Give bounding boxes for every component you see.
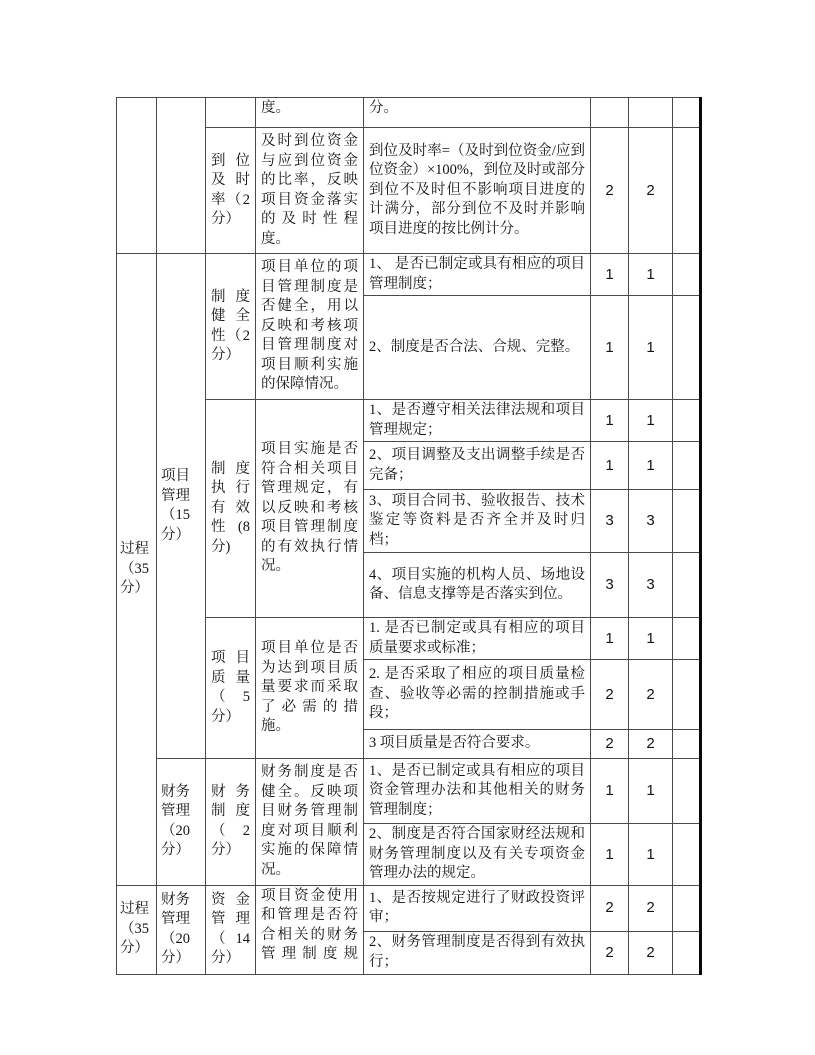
score-cell: 1	[629, 296, 673, 400]
score-cell: 2	[591, 885, 629, 931]
criterion-cell: 1、 是否已制定或具有相应的项目管理制度；	[364, 254, 591, 296]
score-cell: 1	[591, 442, 629, 490]
level1-label-cell: 过程（35分）	[117, 885, 157, 974]
empty-cell	[673, 128, 701, 254]
criterion-cell: 3、项目合同书、验收报告、技术鉴定等资料是否齐全并及时归档；	[364, 490, 591, 553]
indicator-label-cell: 制度健全性（2分）	[206, 254, 256, 400]
score-cell: 2	[629, 660, 673, 730]
indicator-label-cell: 财务制度（2分）	[206, 759, 256, 886]
indicator-desc-cell: 项目单位的项目管理制度是否健全，用以反映和考核项目管理制度对项目顺利实施的保障情况。	[256, 254, 364, 400]
indicator-label-cell: 资金管理（14分）	[206, 885, 256, 974]
table-row	[117, 98, 701, 128]
carryover-desc-cell: 度。	[256, 98, 364, 128]
empty-cell	[673, 254, 701, 296]
criterion-cell: 3 项目质量是否符合要求。	[364, 730, 591, 759]
score-cell: 1	[591, 759, 629, 824]
level2-label-cell: 财务管理（20分）	[157, 885, 206, 974]
table-row	[117, 254, 701, 296]
score-cell: 1	[629, 824, 673, 886]
table-row	[117, 759, 701, 824]
criterion-cell: 2、财务管理制度是否得到有效执行；	[364, 931, 591, 974]
score-cell: 2	[591, 730, 629, 759]
score-cell: 1	[629, 759, 673, 824]
empty-cell	[673, 98, 701, 128]
empty-cell	[673, 296, 701, 400]
score-cell: 3	[629, 490, 673, 553]
score-cell: 3	[591, 490, 629, 553]
score-cell: 3	[591, 553, 629, 618]
score-cell: 1	[591, 254, 629, 296]
criterion-cell: 2. 是否采取了相应的项目质量检查、验收等必需的控制措施或手段；	[364, 660, 591, 730]
carryover-level2-cell	[157, 98, 206, 254]
criterion-cell: 1、是否遵守相关法律法规和项目管理规定；	[364, 400, 591, 442]
score-cell: 1	[591, 618, 629, 660]
carryover-level3-cell	[206, 98, 256, 128]
score-cell: 1	[591, 824, 629, 886]
indicator-label-cell: 制度执行有效性(8分)	[206, 400, 256, 618]
empty-cell	[673, 400, 701, 442]
indicator-label-cell: 项目质量（5分）	[206, 618, 256, 759]
score-cell: 2	[591, 931, 629, 974]
criterion-cell: 2、项目调整及支出调整手续是否完备；	[364, 442, 591, 490]
score-cell: 1	[591, 400, 629, 442]
score-cell: 2	[629, 885, 673, 931]
score-cell: 2	[629, 128, 673, 254]
criterion-cell: 1. 是否已制定或具有相应的项目质量要求或标准；	[364, 618, 591, 660]
score-cell	[629, 98, 673, 128]
criterion-cell: 4、项目实施的机构人员、场地设备、信息支撑等是否落实到位。	[364, 553, 591, 618]
level2-label-cell: 财务管理（20分）	[157, 759, 206, 886]
indicator-desc-cell: 项目资金使用和管理是否符合相关的财务管理制度规	[256, 885, 364, 974]
score-cell: 2	[591, 660, 629, 730]
empty-cell	[673, 759, 701, 824]
carryover-level1-cell	[117, 98, 157, 254]
score-cell: 1	[629, 254, 673, 296]
score-cell: 2	[591, 128, 629, 254]
score-cell: 1	[629, 400, 673, 442]
criterion-cell: 2、制度是否合法、合规、完整。	[364, 296, 591, 400]
criterion-cell: 1、是否已制定或具有相应的项目资金管理办法和其他相关的财务管理制度；	[364, 759, 591, 824]
criterion-cell: 1、是否按规定进行了财政投资评审；	[364, 885, 591, 931]
score-cell: 2	[629, 931, 673, 974]
table-row	[117, 885, 701, 931]
indicator-desc-cell: 项目实施是否符合相关项目管理规定，有以反映和考核项目管理制度的有效执行情况。	[256, 400, 364, 618]
empty-cell	[673, 730, 701, 759]
score-cell: 1	[591, 296, 629, 400]
indicator-desc-cell: 财务制度是否健全。反映项目财务管理制度对项目顺利实施的保障情况。	[256, 759, 364, 886]
indicator-desc-cell: 及时到位资金与应到位资金的比率，反映项目资金落实的及时性程度。	[256, 128, 364, 254]
carryover-criterion-cell: 分。	[364, 98, 591, 128]
empty-cell	[673, 824, 701, 886]
empty-cell	[673, 553, 701, 618]
score-cell	[591, 98, 629, 128]
empty-cell	[673, 442, 701, 490]
score-cell: 1	[629, 618, 673, 660]
empty-cell	[673, 618, 701, 660]
score-cell: 3	[629, 553, 673, 618]
empty-cell	[673, 885, 701, 931]
indicator-label-cell: 到位及时率（2分）	[206, 128, 256, 254]
empty-cell	[673, 660, 701, 730]
level2-label-cell: 项目管理（15分）	[157, 254, 206, 759]
empty-cell	[673, 490, 701, 553]
indicator-desc-cell: 项目单位是否为达到项目质量要求而采取了必需的措施。	[256, 618, 364, 759]
criterion-cell: 到位及时率=（及时到位资金/应到位资金）×100%，到位及时或部分到位不及时但不影响项目进度的计满分，部分到位不及时并影响项目进度的按比例计分。	[364, 128, 591, 254]
evaluation-table	[116, 97, 702, 975]
empty-cell	[673, 931, 701, 974]
criterion-cell: 2、制度是否符合国家财经法规和财务管理制度以及有关专项资金管理办法的规定。	[364, 824, 591, 886]
score-cell: 1	[629, 442, 673, 490]
score-cell: 2	[629, 730, 673, 759]
level1-label-cell: 过程（35分）	[117, 254, 157, 886]
